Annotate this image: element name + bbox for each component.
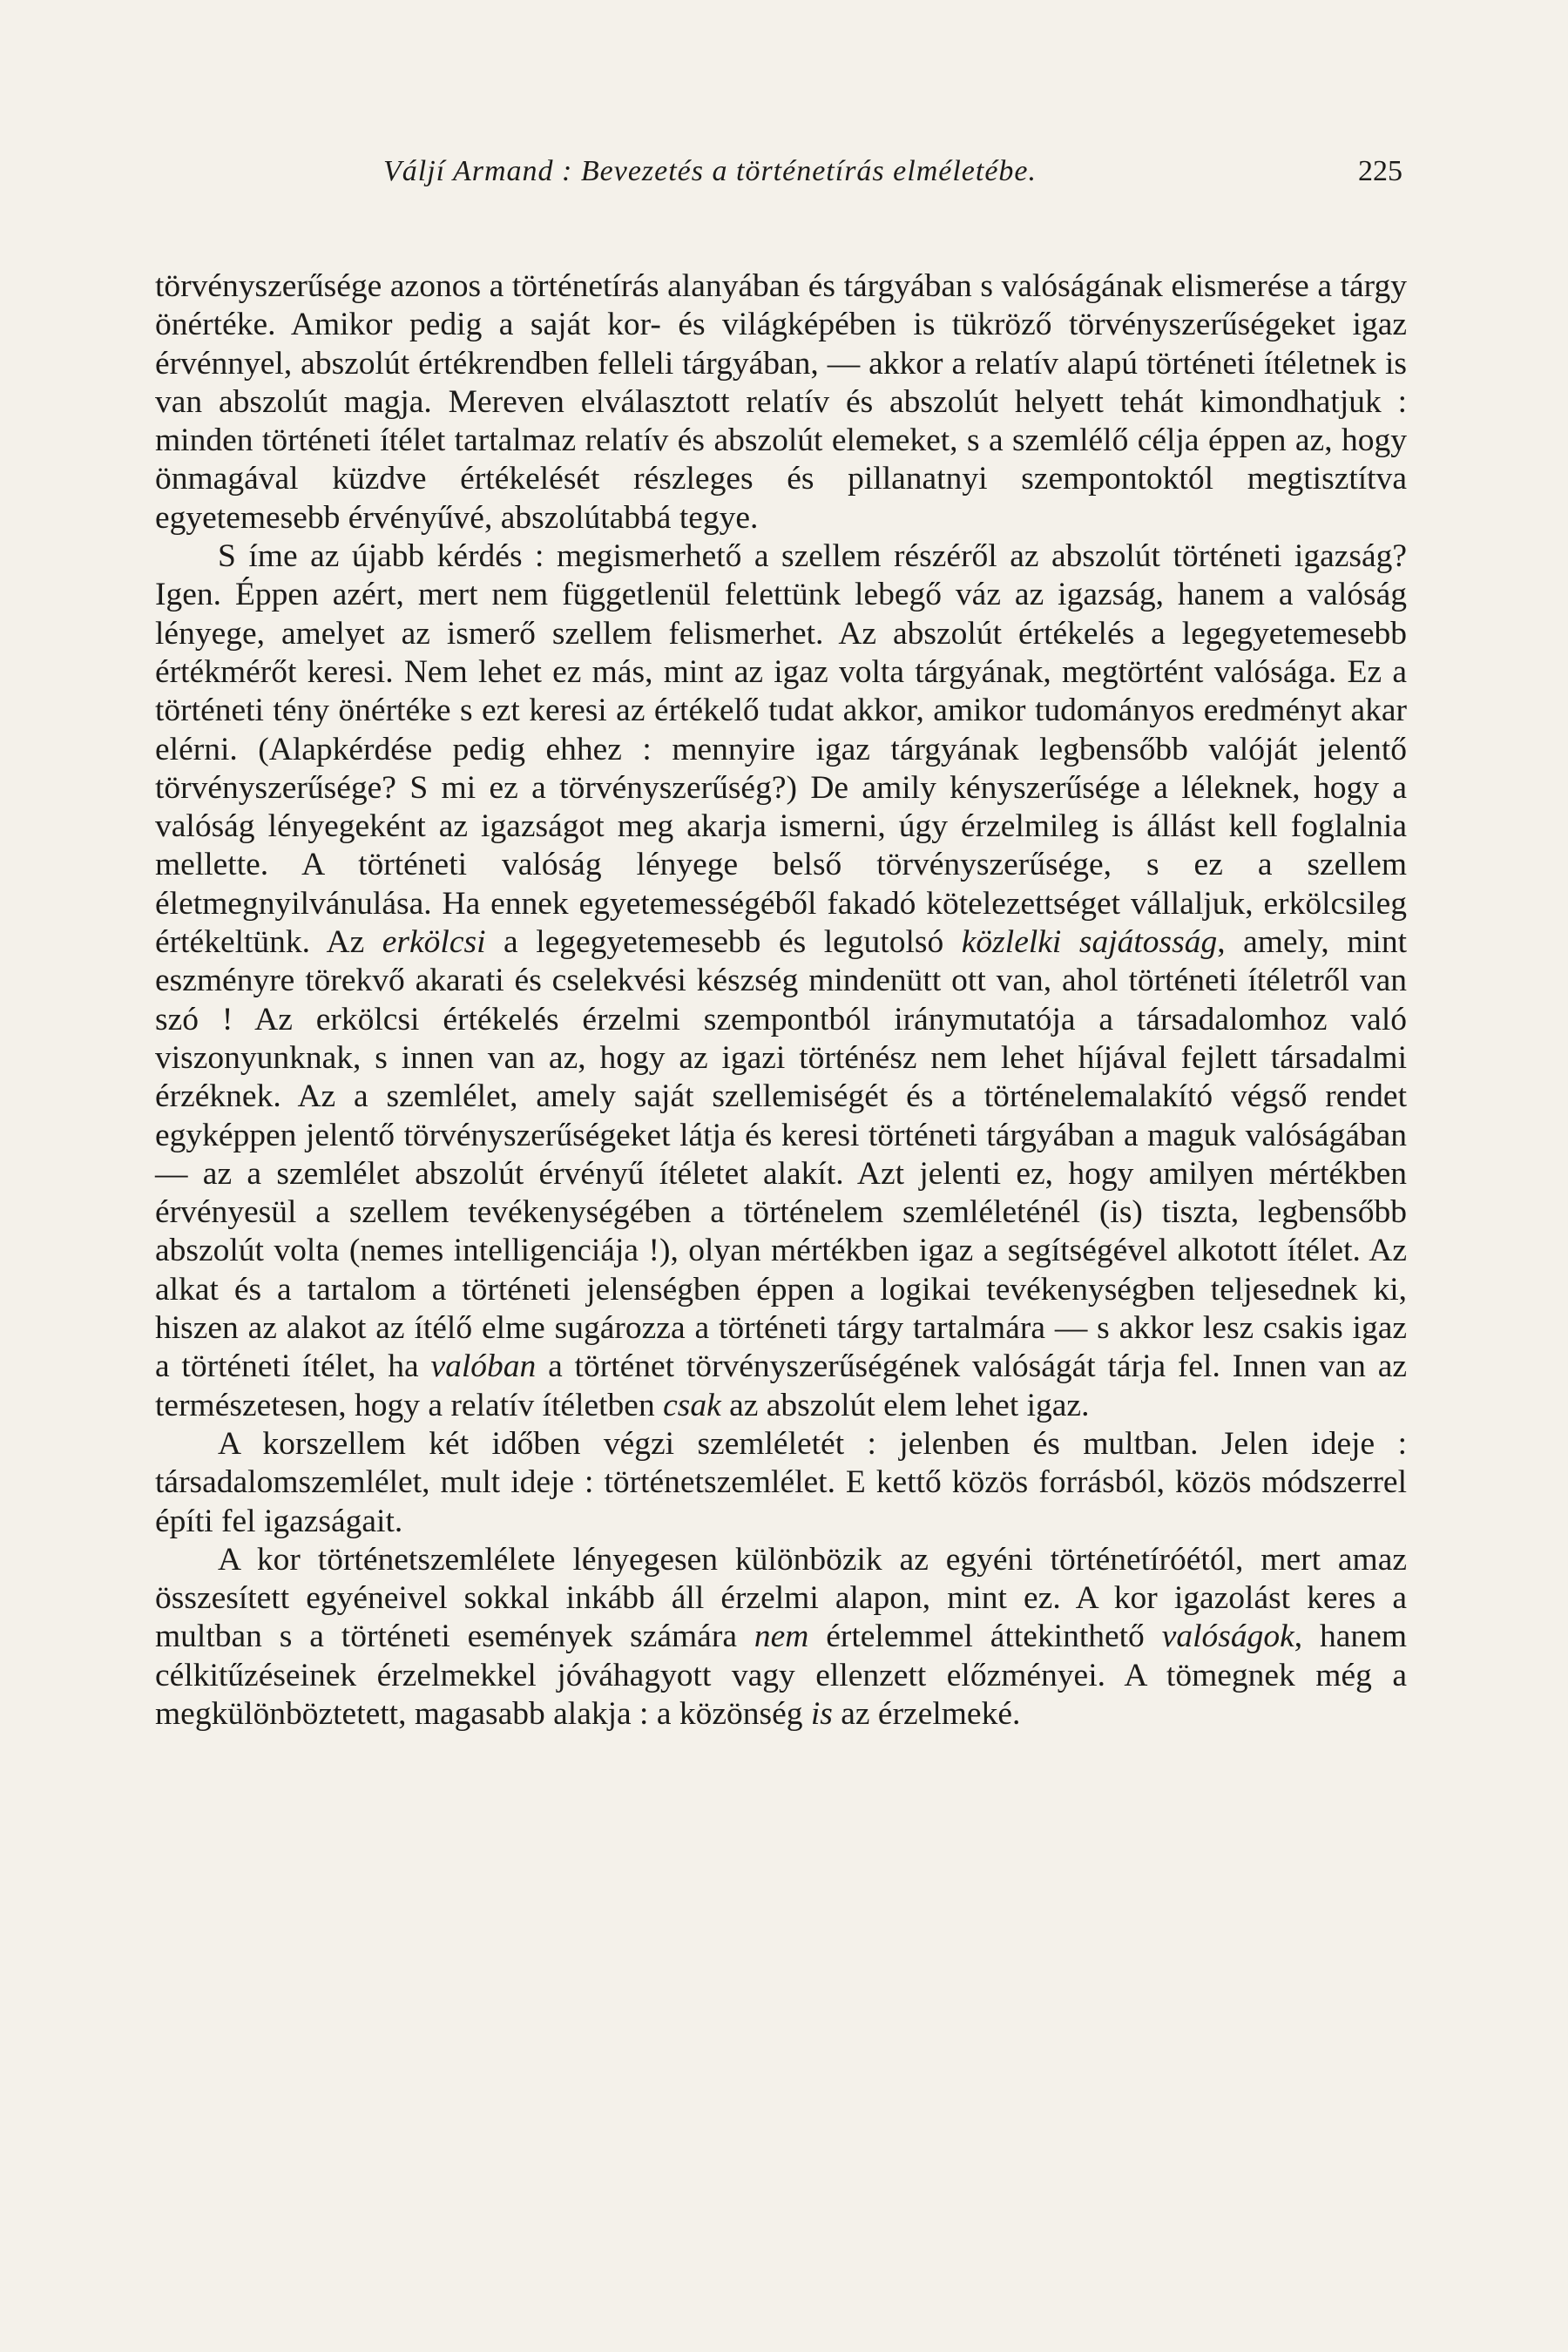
paragraph: [155, 1541, 1407, 1734]
text-run: S íme az újabb kérdés : megismerhető a szellem részéről az abszolút történeti igazság? Igen. Éppen azért, mert nem függetlenül felettünk lebegő váz az igazság, hanem a valóság lényege, amelyet az ismerő szellem felismerhet. Az abszolút értékelés a legegyetemesebb értékmérőt keresi. Nem lehet ez más, mint az igaz volta tárgyának, megtörtént valósága. Ez a történeti tény önértéke s ezt keresi az értékelő tudat akkor, amikor tudományos eredményt akar elérni. (Alapkérdése pedig ehhez : mennyire igaz tárgyának legbensőbb valóját jelentő törvényszerűsége? S mi ez a törvényszerűség?) De amily kényszerűsége a léleknek, hogy a valóság lényegeként az igazságot meg akarja ismerni, úgy érzelmileg is állást kell foglalnia mellette. A történeti valóság lényege belső törvényszerűsége, s ez a szellem életmegnyilvánulása. Ha ennek egyetemességéből fakadó kötelezettséget vállaljuk, erkölcsileg értékeltünk. Az: [155, 538, 1407, 961]
italic-text: is: [810, 1695, 833, 1732]
italic-text: valóban: [430, 1348, 537, 1385]
italic-text: erkölcsi: [382, 924, 486, 961]
running-head: [279, 155, 1402, 207]
paragraph: [155, 1425, 1407, 1541]
page-number: 225: [1358, 155, 1402, 187]
text-run: törvényszerűsége azonos a történetírás alanyában és tárgyában s valóságának elismerése a tárgy önértéke. Amikor pedig a saját kor- és világképében is tükröző törvényszerűségeket igaz érvénnyel, abszolút értékrendben felleli tárgyában, — akkor a relatív alapú történeti ítéletnek is van abszolút magja. Mereven elválasztott relatív és abszolút helyett tehát kimondhatjuk : minden történeti ítélet tartalmaz relatív és abszolút elemeket, s a szemlélő célja éppen az, hogy önmagával küzdve értékelését részleges és pillanatnyi szempontoktól megtisztítva egyetemesebb érvényűvé, abszolútabbá tegye.: [155, 268, 1407, 536]
text-run: a legegyetemesebb és legutolsó: [485, 924, 962, 961]
text-run: az érzelmeké.: [832, 1695, 1021, 1732]
text-run: A korszellem két időben végzi szemléletét : jelenben és multban. Jelen ideje : társadalomszemlélet, mult ideje : történetszemlélet. E kettő közös forrásból, közös módszerrel építi fel igazságait.: [155, 1425, 1407, 1539]
italic-text: közlelki sajátosság: [961, 924, 1218, 961]
text-run: a történet törvényszerűségének valóságát tárja fel. Innen van az természetesen, hogy a relatív ítéletben: [155, 1348, 1408, 1423]
italic-text: valóságok: [1161, 1619, 1294, 1655]
italic-text: nem: [754, 1619, 809, 1655]
italic-text: csak: [663, 1387, 721, 1423]
running-head-title: Váljí Armand : Bevezetés a történetírás elméletébe.: [383, 155, 1037, 187]
text-run: A kor történetszemlélete lényegesen különbözik az egyéni történetíróétól, mert amaz összesített egyéneivel sokkal inkább áll érzelmi alapon, mint ez. A kor igazolást keres a multban s a történeti események számára: [155, 1541, 1407, 1655]
paragraph: [155, 267, 1407, 537]
text-run: , amely, mint eszményre törekvő akarati és cselekvési készség mindenütt ott van, ahol történeti ítéletről van szó ! Az erkölcsi értékelés érzelmi szempontból iránymutatója a társadalomhoz való viszonyunknak, s innen van az, hogy az igazi történész nem lehet híjával fejlett társadalmi érzéknek. Az a szemlélet, amely saját szellemiségét és a történelemalakító végső rendet egyképpen jelentő törvényszerűségeket látja és keresi történeti tárgyában a maguk valóságában — az a szemlélet abszolút érvényű ítéletet alakít. Azt jelenti ez, hogy amilyen mértékben érvényesül a szellem tevékenységében a történelem szemléleténél (is) tiszta, legbensőbb abszolút volta (nemes intelligenciája !), olyan mértékben igaz a segítségével alkotott ítélet. Az alkat és a tartalom a történeti jelenségben éppen a logikai tevékenységben teljesednek ki, hiszen az alakot az ítélő elme sugározza a történeti tárgy tartalmára — s akkor lesz csakis igaz a történeti ítélet, ha: [155, 924, 1407, 1385]
text-run: értelemmel áttekinthető: [808, 1619, 1162, 1655]
text-run: , hanem célkitűzéseinek érzelmekkel jóváhagyott vagy ellenzett előzményei. A tömegnek még a megkülönböztetett, magasabb alakja : a közönség: [155, 1619, 1407, 1732]
text-run: az abszolút elem lehet igaz.: [720, 1387, 1090, 1423]
body-text: [155, 267, 1407, 1734]
paragraph: [155, 537, 1407, 1425]
